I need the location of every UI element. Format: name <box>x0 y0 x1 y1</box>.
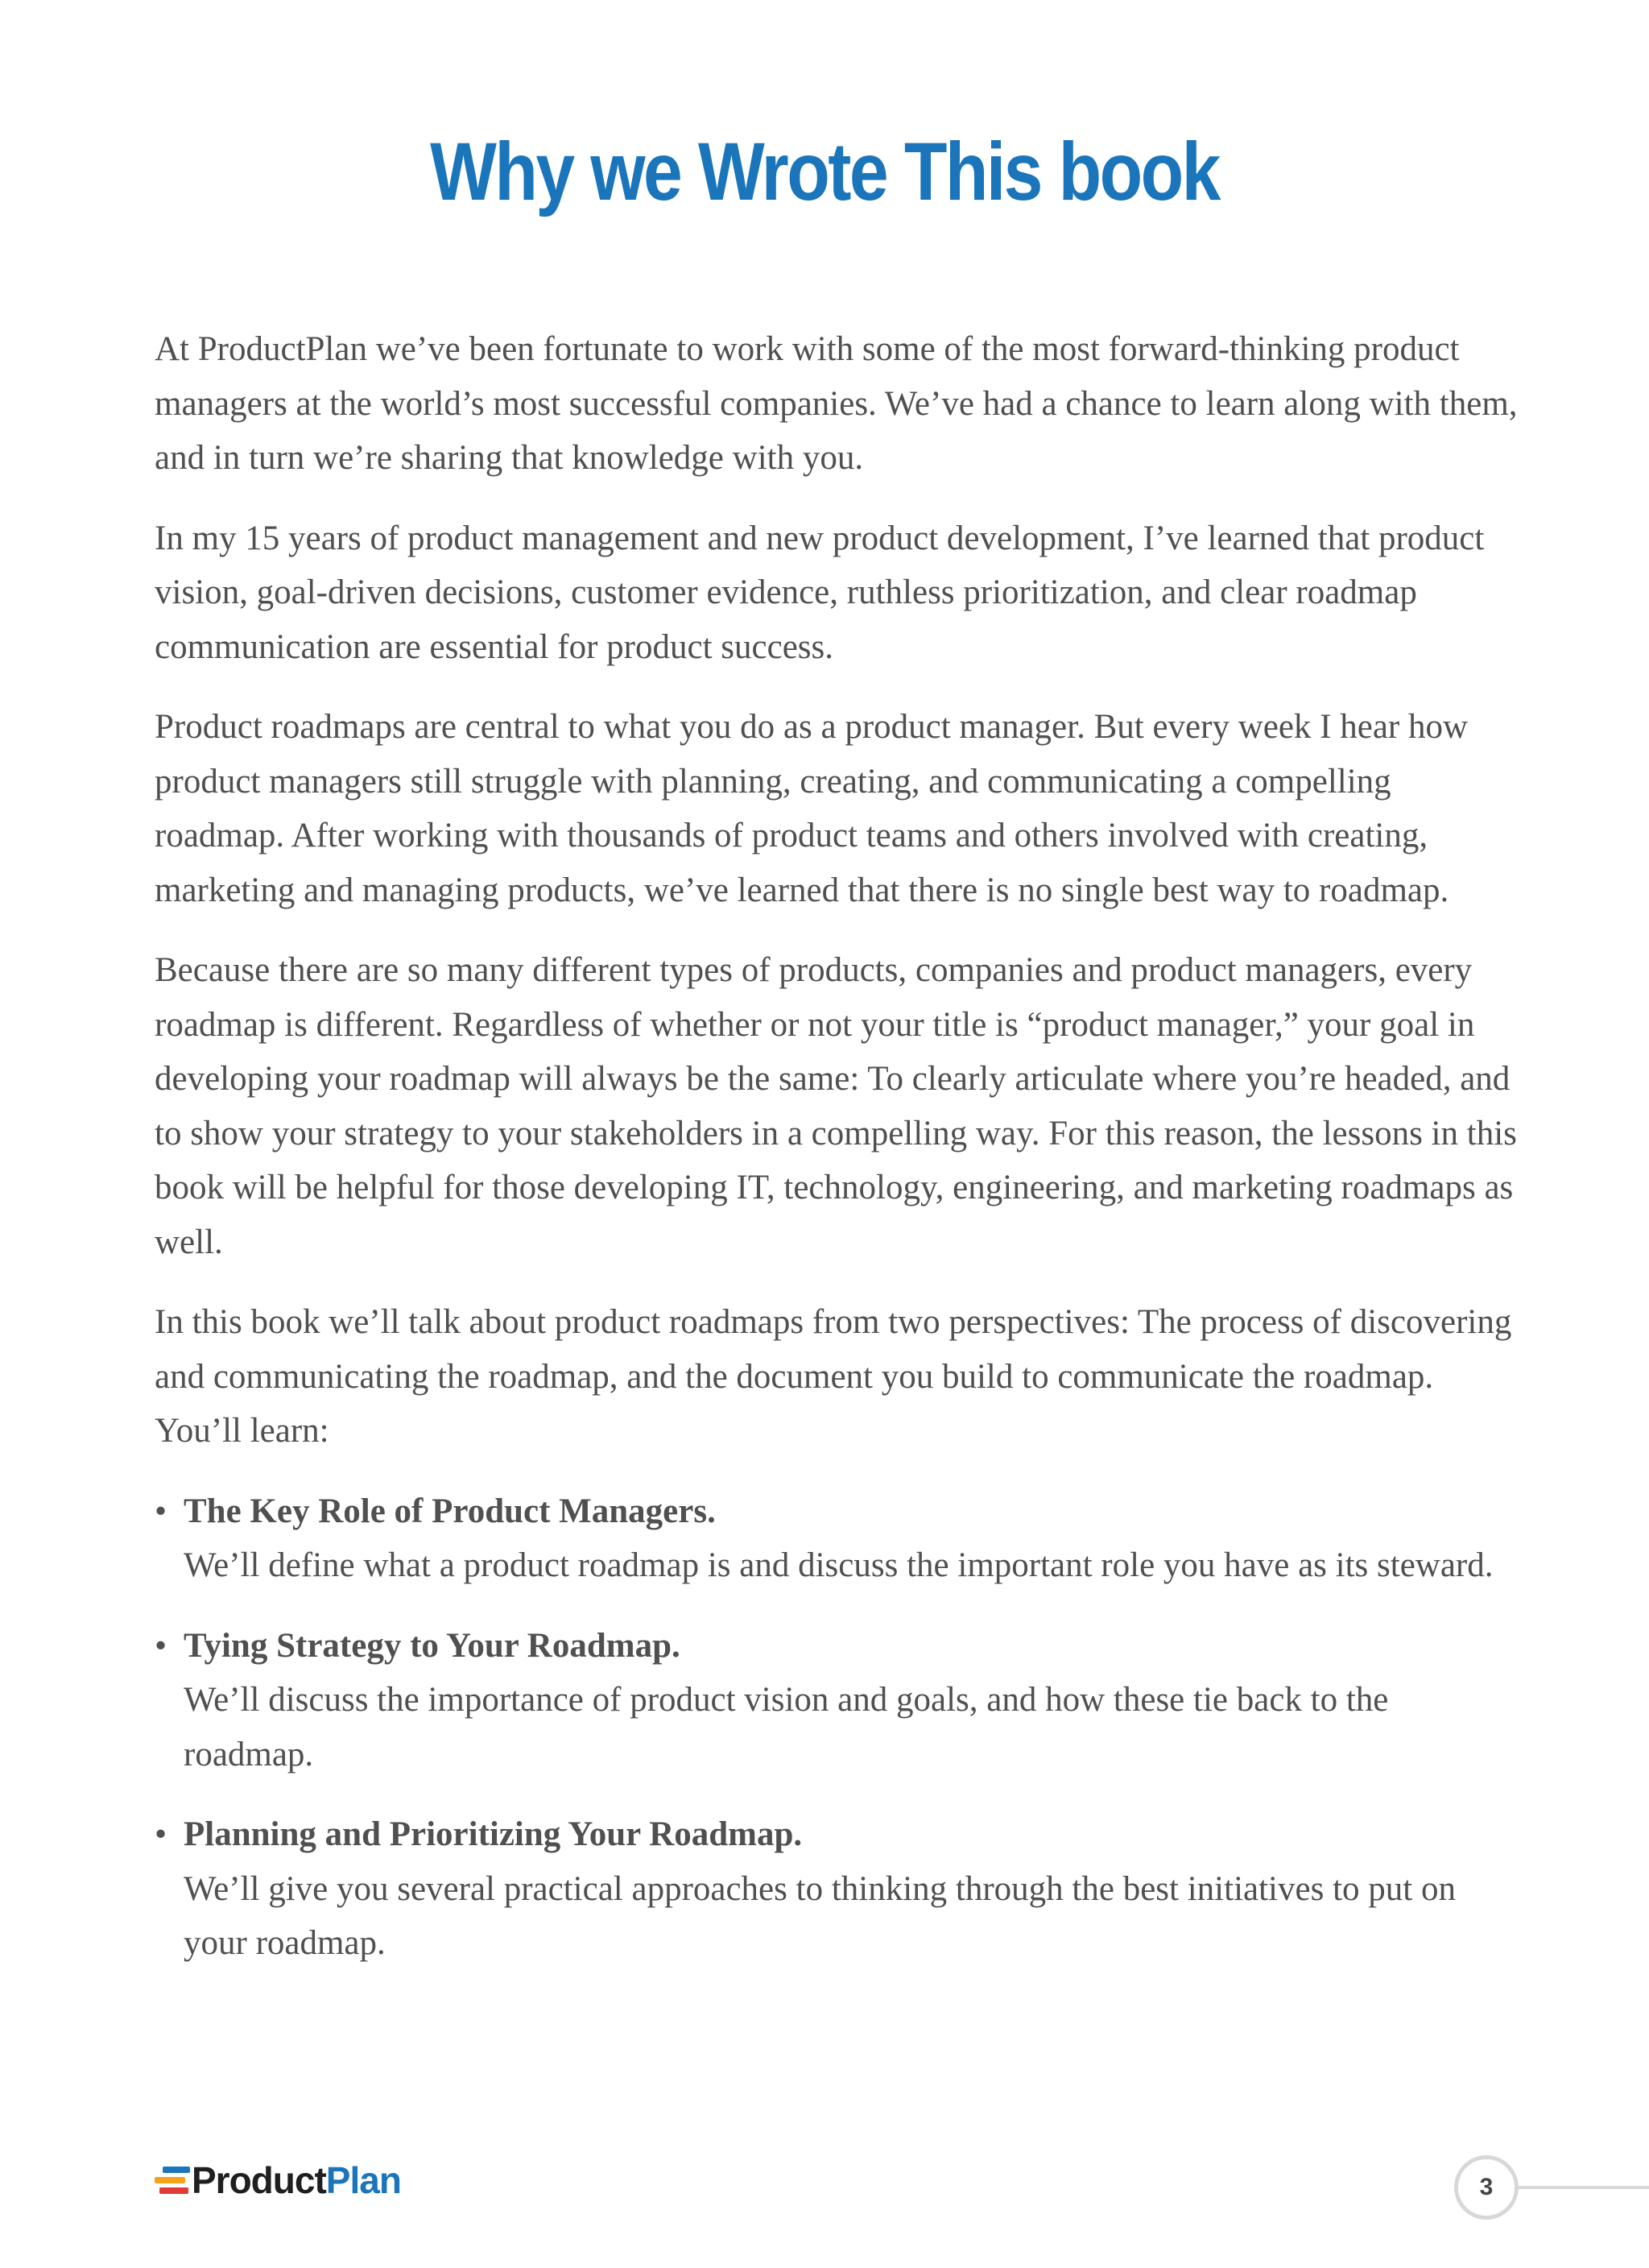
page-number-rule <box>1519 2186 1649 2189</box>
paragraph-intro: At ProductPlan we’ve been fortunate to work with some of the most forward-thinking product managers at the world’s most successful companies. We’ve had a chance to learn along with them, and in turn we’re sharing that knowledge with you. <box>155 330 1518 477</box>
page-number: 3 <box>1454 2155 1519 2220</box>
list-item <box>155 1619 1523 1782</box>
logo-word-plan: Plan <box>325 2159 401 2201</box>
productplan-logo <box>155 2160 401 2200</box>
list-item <box>155 1484 1523 1593</box>
page-title: Why we Wrote This book <box>430 126 1219 217</box>
paragraph-roadmaps-different: Because there are so many different types of products, companies and product managers, every roadmap is different. Regardless of whether or not your title is “product manager,” your goal in developing your roadmap will always be the same: To clearly articulate where you’re headed, and to show your strategy to your stakeholders in a compelling way. For this reason, the lessons in this book will be helpful for those developing IT, technology, engineering, and marketing roadmaps as well. <box>155 951 1517 1261</box>
logo-wordmark <box>192 2158 401 2202</box>
bullet-dot: • <box>155 1815 167 1853</box>
list-item-description: We’ll define what a product roadmap is and discuss the important role you have as its steward. <box>184 1546 1494 1584</box>
learning-list <box>155 1484 1523 1971</box>
bullet-dot: • <box>155 1626 167 1665</box>
list-item-heading: The Key Role of Product Managers. <box>184 1492 716 1530</box>
list-item-description: We’ll give you several practical approaches to thinking through the best initiatives to put on your roadmap. <box>184 1869 1456 1962</box>
logo-stripes-icon <box>155 2167 190 2194</box>
body-text <box>155 322 1523 1997</box>
logo-word-product: Product <box>192 2159 326 2201</box>
list-item <box>155 1807 1523 1971</box>
list-item-heading: Tying Strategy to Your Roadmap. <box>184 1626 680 1665</box>
bullet-dot: • <box>155 1492 167 1530</box>
paragraph-roadmaps-central: Product roadmaps are central to what you do as a product manager. But every week I hear how product managers still struggle with planning, creating, and communicating a compelling roadmap. After working with thousands of product teams and others involved with creating, marketing and managing products, we’ve learned that there is no single best way to roadmap. <box>155 708 1469 909</box>
list-item-heading: Planning and Prioritizing Your Roadmap. <box>184 1815 803 1853</box>
list-item-description: We’ll discuss the importance of product vision and goals, and how these tie back to the roadmap. <box>184 1681 1389 1773</box>
paragraph-experience: In my 15 years of product management and new product development, I’ve learned that product vision, goal-driven decisions, customer evidence, ruthless prioritization, and clear roadmap communication are essential for product success. <box>155 519 1485 666</box>
paragraph-perspectives: In this book we’ll talk about product roadmaps from two perspectives: The process of discovering and communicating the roadmap, and the document you build to communicate the roadmap. You’ll learn: <box>155 1303 1512 1450</box>
